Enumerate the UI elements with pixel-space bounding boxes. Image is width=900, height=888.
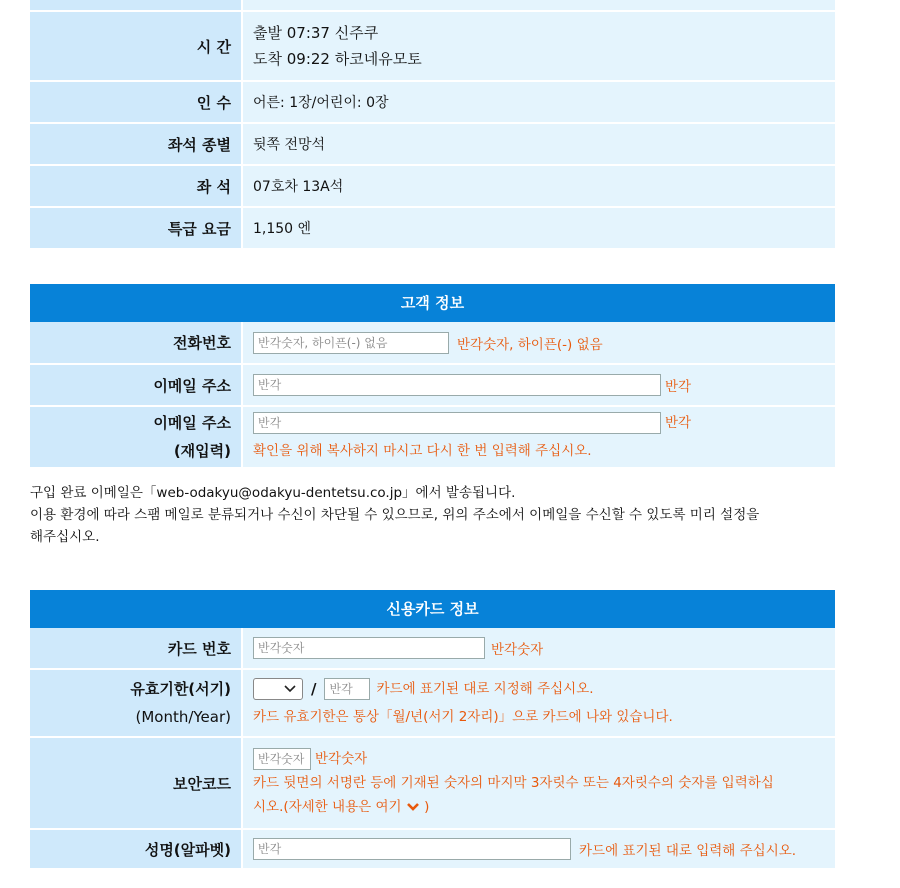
email-confirm-note: 반각: [665, 415, 692, 431]
security-hint-line-1: 카드 뒷면의 서명란 등에 기재된 숫자의 마지막 3자릿수 또는 4자릿수의 숫자를 입력하십: [253, 775, 774, 791]
security-code-note: 반각숫자: [315, 751, 368, 767]
notice-line-2: 이용 환경에 따라 스팸 메일로 분류되거나 수신이 차단될 수 있으므로, 위의 주소에서 이메일을 수신할 수 있도록 미리 설정을: [30, 507, 760, 523]
card-info-section: [30, 590, 835, 868]
phone-input[interactable]: [253, 332, 449, 354]
card-number-row: [30, 628, 835, 670]
cardholder-name-row: [30, 830, 835, 868]
ticket-row-top: [30, 0, 835, 12]
expiry-label: 유효기한(서기): [130, 680, 231, 698]
fare-value: 1,150 엔: [243, 208, 835, 248]
email-confirm-input[interactable]: [253, 412, 661, 434]
customer-info-header: 고객 정보: [30, 284, 835, 322]
phone-note: 반각숫자, 하이픈(-) 없음: [457, 336, 603, 353]
card-number-label: 카드 번호: [30, 628, 243, 668]
ticket-row-time: [30, 12, 835, 82]
time-label: 시 간: [30, 12, 243, 80]
card-info-header: 신용카드 정보: [30, 590, 835, 628]
email-confirm-label-sub: (재입력): [173, 442, 231, 460]
seat-label: 좌 석: [30, 166, 243, 206]
expiry-month-select[interactable]: [253, 678, 303, 700]
card-number-note: 반각숫자: [491, 642, 544, 658]
email-label: 이메일 주소: [30, 365, 243, 405]
people-label: 인 수: [30, 82, 243, 122]
departure-text: 출발 07:37 신주쿠: [253, 24, 379, 42]
ticket-details-table: [30, 0, 835, 248]
notice-line-3: 해주십시오.: [30, 529, 100, 545]
email-note: 반각: [665, 379, 692, 395]
notice-line-1: 구입 완료 이메일은「web-odakyu@odakyu-dentetsu.co.jp」에서 발송됩니다.: [30, 485, 516, 501]
phone-row: [30, 322, 835, 365]
expiry-year-input[interactable]: [324, 678, 370, 700]
cardholder-name-note: 카드에 표기된 대로 입력해 주십시오.: [579, 843, 797, 859]
chevron-down-icon: [284, 685, 296, 693]
expiry-slash: /: [311, 680, 317, 698]
details-link[interactable]: [406, 799, 424, 815]
seat-type-label: 좌석 종별: [30, 124, 243, 164]
ticket-row-fare: [30, 208, 835, 248]
security-hint-line-2: 시오.(자세한 내용은 여기: [253, 799, 402, 815]
cardholder-name-label: 성명(알파벳): [30, 830, 243, 868]
chevron-down-icon: [406, 802, 420, 812]
phone-label: 전화번호: [30, 322, 243, 363]
card-expiry-row: [30, 670, 835, 738]
expiry-hint: 카드 유효기한은 통상「월/년(서기 2자리)」으로 카드에 나와 있습니다.: [253, 709, 673, 725]
security-code-label: 보안코드: [30, 738, 243, 828]
ticket-row-people: [30, 82, 835, 124]
expiry-note: 카드에 표기된 대로 지정해 주십시오.: [376, 681, 594, 697]
ticket-row-seat-type: [30, 124, 835, 166]
email-row: [30, 365, 835, 407]
seat-value: 07호차 13A석: [243, 166, 835, 206]
customer-info-section: [30, 284, 835, 467]
email-input[interactable]: [253, 374, 661, 396]
security-code-row: [30, 738, 835, 830]
seat-type-value: 뒷쪽 전망석: [243, 124, 835, 164]
security-code-input[interactable]: [253, 748, 311, 770]
email-confirm-row: [30, 407, 835, 467]
email-confirm-hint: 확인을 위해 복사하지 마시고 다시 한 번 입력해 주십시오.: [253, 443, 592, 459]
expiry-label-sub: (Month/Year): [135, 708, 231, 726]
arrival-text: 도착 09:22 하코네유모토: [253, 50, 422, 68]
fare-label: 특급 요금: [30, 208, 243, 248]
cardholder-name-input[interactable]: [253, 838, 571, 860]
people-value: 어른: 1장/어린이: 0장: [243, 82, 835, 122]
email-notice: [30, 482, 840, 548]
card-number-input[interactable]: [253, 637, 485, 659]
email-confirm-label: 이메일 주소: [153, 414, 231, 432]
security-hint-line-2-end: ): [424, 799, 430, 815]
ticket-row-seat: [30, 166, 835, 208]
